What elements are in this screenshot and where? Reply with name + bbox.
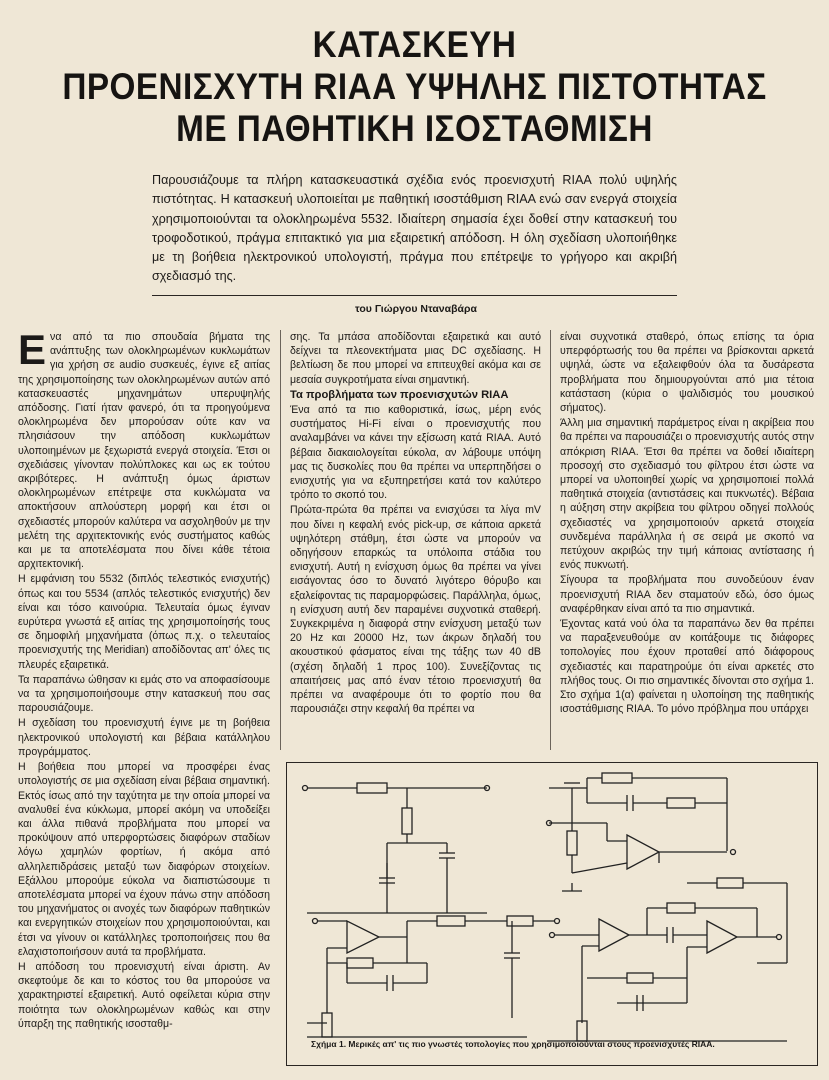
column-2-paragraph-2: Ένα από τα πιο καθοριστικά, ίσως, μέρη ενός συστήματος Hi-Fi είναι ο προενισχυτής που αναλαμβάνει να κάνει την εξίσωση κατά RIAA. Αυτό βέβαια διακαιολογείται εύκολα, αν λάβουμε υπόψη μας τις δυσκολίες που θα πρέπει να υπερπηδήσει ο ενισχυτής για να εξυπηρετήσει κατά τον καλύτερο τρόπο το σκοπό του. xyxy=(290,404,541,502)
column-3 xyxy=(560,330,814,717)
column-1-paragraph-6: Η απόδοση του προενισχυτή είναι άριστη. Αν σκεφτούμε δε και το κόστος του θα μπορούσε να χαρακτηριστεί εξαιρετική. Αυτό οφείλεται κύρια στην ποιότητα των ολοκληρωμένων καθώς και στην ύπαρξη της παθητικής ισοσταθμ- xyxy=(18,960,270,1030)
figure-1-circuit-topologies xyxy=(286,762,818,1066)
column-1-paragraph-5: Η βοήθεια που μπορεί να προσφέρει ένας υπολογιστής σε μια σχεδίαση είναι βέβαια σημαντική. Εκτός ίσως από την ταχύτητα με την οποία μπορεί να αναλυθεί ένα κύκλωμα, μπορεί ακόμη να υποδείξει και άλλα πιθανά προβλήματα που μπορεί να προκύψουν από υπερφορτώσεις διαφόρων σταδίων λόγω χαμηλών φορτίων, ή ακόμα από αλληλεπιδράσεις μεταξύ των διαφόρων στοιχείων. Εξάλλου μπορούμε εύκολα να διαπιστώσουμε τι αποτελέσματα μπορεί να έχουν πάνω στην απόδοση του μηχανήματος οι ανοχές των διαφόρων παθητικών και ενεργητικών στοιχείων που χρησιμοποιούνται, και έτσι να γίνουν οι κατάλληλες τροποποιήσεις που θα ελαχιστοποιήσουν αυτά τα προβλήματα. xyxy=(18,761,270,958)
figure-caption: Σχήμα 1. Μερικές απ' τις πιο γνωστές τοπολογίες που χρησιμοποιούνται στους προενισχυτές RIAA. xyxy=(311,1039,715,1049)
schematic-b xyxy=(547,773,736,891)
section-heading: Τα προβλήματα των προενισχυτών RIAA xyxy=(290,388,509,401)
column-2-paragraph-3: Πρώτα-πρώτα θα πρέπει να ενισχύσει τα λίγα mV που δίνει η κεφαλή ενός pick-up, σε κάποια αρκετά υψηλότερη στάθμη, έτσι ώστε να μπορούν να οδηγήσουν επαρκώς τα υπόλοιπα στάδια του ενισχυτή. Αυτή η ενίσχυση όμως θα πρέπει να γίνει εισάγοντας όσο το δυνατό λιγότερο θόρυβο και εξαλείφοντας τις παραμορφώσεις. Παράλληλα, όμως, η ενίσχυση αυτή δεν παραμένει συχνοτικά σταθερή. Συγκεκριμένα η διαφορά στην ενίσχυση μεταξύ των 20 Hz και 20000 Hz, των άκρων δηλαδή του ακουστικού φάσματος είναι της τάξης των 40 dB (σχέση δηλαδή 1 προς 100). Συνεξίζοντας τις απαιτήσεις μας από έναν τέτοιο προενισχυτή θα πρέπει να αναφέρουμε ότι το φορτίο που θα παρουσιάζει στην κεφαλή θα πρέπει να xyxy=(290,504,541,716)
column-1 xyxy=(18,326,270,1032)
title-line-1: ΚΑΤΑΣΚΕΥΗ xyxy=(312,24,517,65)
lead-paragraph: Παρουσιάζουμε τα πλήρη κατασκευαστικά σχέδια ενός προενισχυτή RIAA πολύ υψηλής πιστότητας. Η κατασκευή υλοποιείται με παθητική ισοστάθμιση RIAA ενώ σαν ενεργά στοιχεία χρησιμοποιούνται τα ολοκληρωμένα 5532. Ιδιαίτερη σημασία έχει δοθεί στην κατασκευή του τροφοδοτικού, πράγμα επιτακτικό για μια εξαιρετική απόδοση. Η όλη σχεδίαση υλοποιήθηκε με τη βοήθεια ηλεκτρονικού υπολογιστή, πράγμα που επέτρεψε το γρήγορο και ακριβή σχεδιασμό της. xyxy=(152,171,677,296)
column-1-paragraph-1: Ενα από τα πιο σπουδαία βήματα της ανάπτυξης των ολοκληρωμένων κυκλωμάτων για χρήση σε audio συσκευές, έγινε εξ αιτίας της χρησιμοποίησης των ολοκληρωμένων αυτών από κατασκευαστές μηχανημάτων υπερυψηλής απόδοσης. Γιατί ήταν φανερό, ότι τα προηγούμενα ολοκληρωμένα δεν μπορούσαν ούτε καν να πλησιάσουν την απόδοση κυκλωμάτων υλοποιημένων με ξεχωριστά ενεργά στοιχεία. Έτσι οι σχεδιάσεις γίνονταν πολύπλοκες και ως εκ τούτου ακριβότερες. Η ανάπτυξη όμως άριστων ολοκληρωμένων επέτρεψε στα κυκλώματα να αποκτήσουν απλούστερη μορφή και έτσι οι σχεδιαστές μπορούν καλύτερα να ασχοληθούν με την μελέτη της αρχιτεκτονικής ενός συστήματος καθώς και με τα αποτελέσματα που δίνει κάθε τέτοια αρχιτεκτονική. xyxy=(18,326,270,571)
column-1-paragraph-2: Η εμφάνιση του 5532 (διπλός τελεστικός ενισχυτής) όπως και του 5534 (απλός τελεστικός ενισχυτής) δεν είναι και τόσο καινούρια. Τελευταία όμως έγιναν ευρύτερα γνωστά εξ αιτίας της χρησιμοποίησής τους σε δημοφιλή μηχανήματα (όπως π.χ. ο τελευταίος προενισχυτής της Meridian) αποδίδοντας απ' όλες τις πλευρές εξαιρετικά. xyxy=(18,573,270,671)
column-3-paragraph-2: Άλλη μια σημαντική παράμετρος είναι η ακρίβεια που θα πρέπει να παρουσιάζει ο προενισχυτής αυτός στην απόκριση RIAA. Έτσι θα πρέπει να δοθεί ιδιαίτερη προσοχή στο σχεδιασμό του φίλτρου έτσι ώστε να μπορεί να υλοποιηθεί χωρίς να χρησιμοποιεί πολλά παθητικά στοιχεία (αντιστάσεις και πυκνωτές). Βέβαια η αύξηση στην ακρίβεια του φίλτρου οδηγεί πολλούς σχεδιαστές να χρησιμοποιούν αρκετά στοιχεία συνδεμένα παράλληλα ή σε σειρά με σκοπό να πετύχουν ακριβώς την τιμή κάποιας αντίστασης ή ενός πυκνωτή. xyxy=(560,417,814,572)
title-line-3: ΜΕ ΠΑΘΗΤΙΚΗ ΙΣΟΣΤΑΘΜΙΣΗ xyxy=(176,108,653,149)
column-3-paragraph-4: Έχοντας κατά νού όλα τα παραπάνω δεν θα πρέπει να παραξενευθούμε αν κοιτάξουμε τις διάφορες τοπολογίες που έχουν προταθεί από διάφορους σχεδιαστές και παρατηρούμε ότι είναι αρκετές στο πλήθος τους. Οι πιο σημαντικές δίνονται στο σχήμα 1. Στο σχήμα 1(α) φαίνεται η υλοποίηση της παθητικής ισοστάθμισης RIAA. Το μόνο πρόβλημα που υπάρχει xyxy=(560,618,814,716)
schematic-a xyxy=(303,783,490,913)
column-1-paragraph-3: Τα παραπάνω ώθησαν κι εμάς στο να αποφασίσουμε να τα χρησιμοποιήσουμε στην κατασκευή που σας παρουσιάζουμε. xyxy=(18,673,270,715)
drop-cap: Ε xyxy=(18,326,47,373)
column-2-paragraph-1: σης. Τα μπάσα αποδίδονται εξαιρετικά και αυτό δείχνει τα πλεονεκτήματα μιας DC σχεδίασης. Η βελτίωση δε που μπορεί να επιτευχθεί ακόμα και σε μεσαία συγκροτήματα είναι σημαντική. xyxy=(290,331,541,386)
column-3-paragraph-3: Σίγουρα τα προβλήματα που συνοδεύουν έναν προενισχυτή RIAA δεν σταματούν εδώ, όσο όμως αναφέρθηκαν είναι από τα πιο σημαντικά. xyxy=(560,574,814,615)
column-divider-left xyxy=(280,330,281,750)
column-2 xyxy=(290,330,541,717)
article-title xyxy=(0,24,829,150)
column-1-paragraph-4: Η σχεδίαση του προενισχυτή έγινε με τη βοήθεια ηλεκτρονικού υπολογιστή και βέβαια κατάλληλου προγράμματος. xyxy=(18,717,270,758)
schematic-d xyxy=(547,878,787,1041)
schematic-c xyxy=(307,916,560,1037)
schematics-drawing xyxy=(287,763,817,1065)
title-line-2: ΠΡΟΕΝΙΣΧΥΤΗ RIAA ΥΨΗΛΗΣ ΠΙΣΤΟΤΗΤΑΣ xyxy=(62,66,767,107)
column-divider-right xyxy=(550,330,551,750)
column-3-paragraph-1: είναι συχνοτικά σταθερό, όπως επίσης τα όρια υπερφόρτωσής του θα πρέπει να βρίσκονται αρκετά υψηλά, ώστε να εξαλειφθούν όλα τα δυσάρεστα προβλήματα που δημιουργούνται από μια τέτοια κατάσταση (κύρια ο ψαλιδισμός του μουσικού σήματος). xyxy=(560,331,814,415)
author-byline: του Γιώργου Νταναβάρα xyxy=(355,303,477,315)
